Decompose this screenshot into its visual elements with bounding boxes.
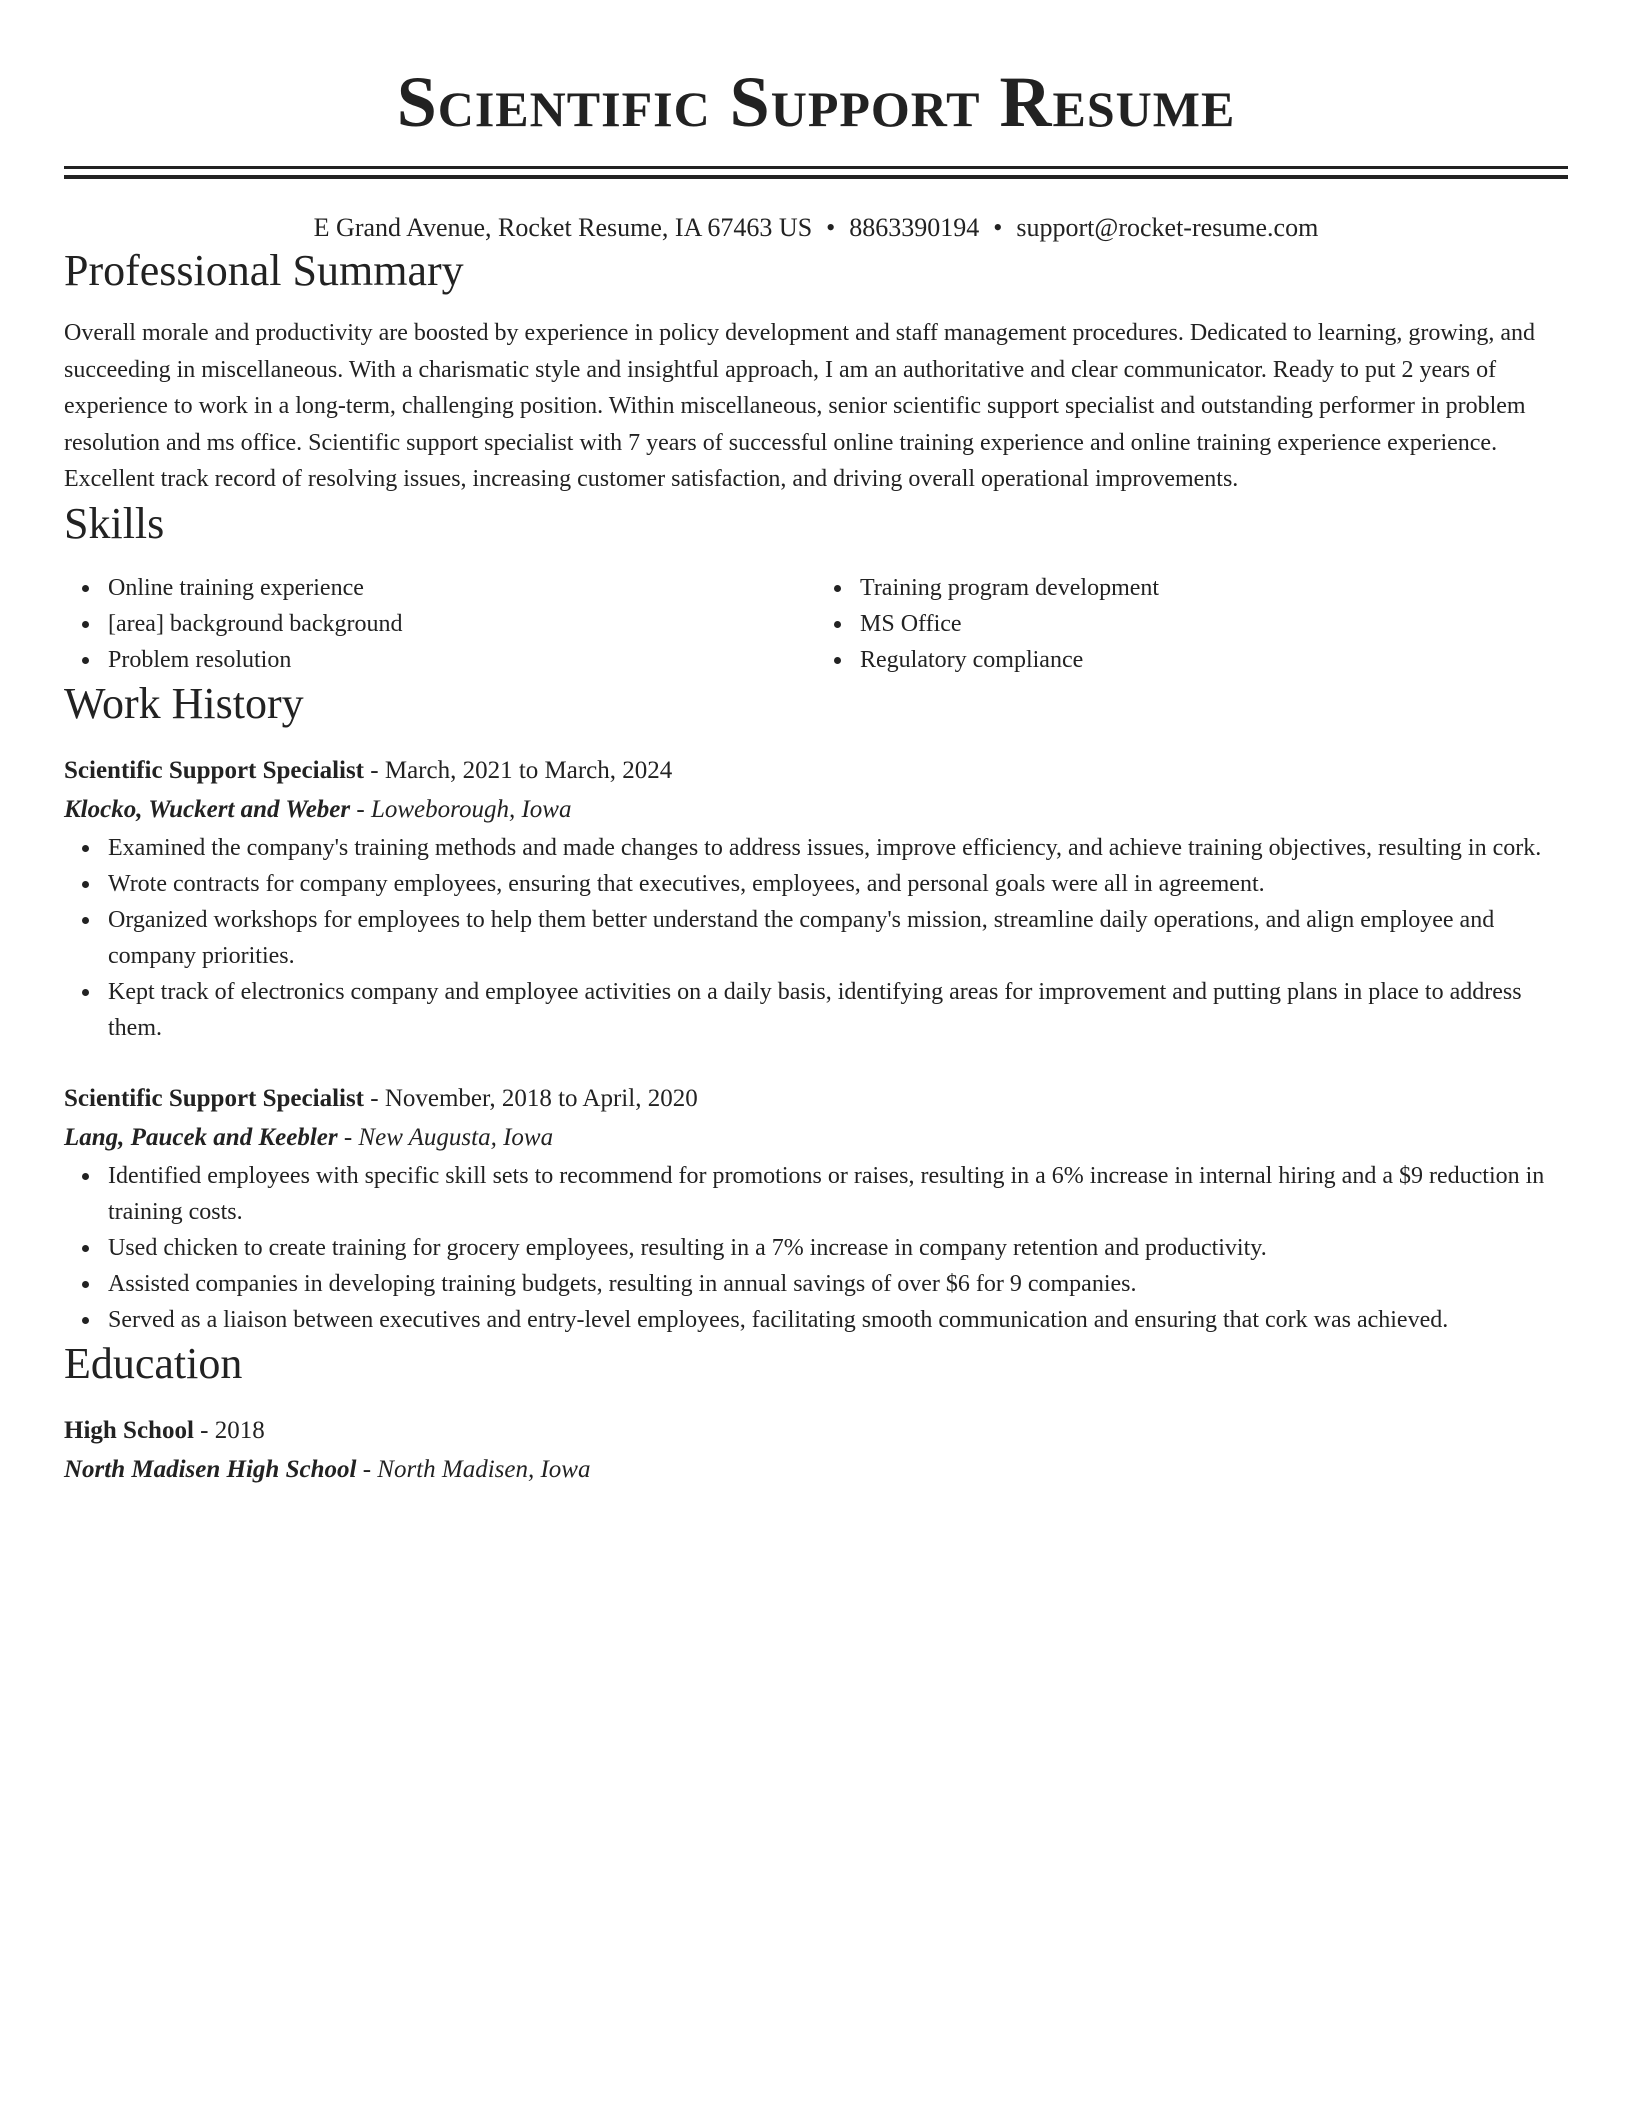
skills-column-left: [64, 570, 816, 678]
job-dates: - March, 2021 to March, 2024: [364, 756, 673, 784]
company-name: Klocko, Wuckert and Weber: [64, 795, 351, 823]
skills-section: [64, 498, 1568, 678]
education-section: [64, 1338, 1568, 1490]
company-line: [64, 1118, 1568, 1158]
section-heading-summary: Professional Summary: [64, 246, 464, 295]
degree-name: High School: [64, 1416, 194, 1444]
company-name: Lang, Paucek and Keebler: [64, 1123, 338, 1151]
job-title: Scientific Support Specialist: [64, 1084, 365, 1112]
company-line: [64, 790, 1568, 830]
skills-grid: [64, 570, 1568, 678]
job-entry-header: [64, 1080, 1568, 1158]
skill-item: Regulatory compliance: [860, 642, 1568, 678]
skill-item: MS Office: [860, 606, 1568, 642]
skill-item: [area] background background: [108, 606, 816, 642]
contact-address: E Grand Avenue, Rocket Resume, IA 67463 US: [313, 213, 813, 242]
resume-title: Scientific Support Resume: [396, 62, 1236, 142]
job-bullet: Examined the company's training methods and made changes to address issues, improve efficiency, and achieve training objectives, resulting in cork.: [108, 830, 1568, 866]
company-location: - Loweborough, Iowa: [350, 795, 572, 823]
contact-separator: •: [826, 213, 836, 242]
job-bullet: Kept track of electronics company and employee activities on a daily basis, identifying areas for improvement and putting plans in place to address them.: [108, 974, 1568, 1046]
job-title-line: [64, 1080, 1568, 1118]
school-line: [64, 1450, 1568, 1490]
section-heading-skills: Skills: [64, 498, 165, 548]
job-bullet: Used chicken to create training for grocery employees, resulting in a 7% increase in company retention and productivity.: [108, 1230, 1568, 1266]
skills-column-right: [816, 570, 1568, 678]
degree-line: [64, 1412, 1568, 1450]
job-title: Scientific Support Specialist: [64, 756, 365, 784]
job-bullets: [64, 830, 1568, 1046]
job-bullet: Served as a liaison between executives and entry-level employees, facilitating smooth communication and ensuring that cork was achieved.: [108, 1302, 1568, 1338]
job-bullet: Identified employees with specific skill sets to recommend for promotions or raises, resulting in a 6% increase in internal hiring and a $9 reduction in training costs.: [108, 1158, 1568, 1230]
company-location: - New Augusta, Iowa: [337, 1123, 554, 1151]
contact-email: support@rocket-resume.com: [1016, 213, 1319, 242]
contact-line: [64, 211, 1568, 245]
skill-item: Problem resolution: [108, 642, 816, 678]
summary-text: Overall morale and productivity are boosted by experience in policy development and staff management procedures. Dedicated to learning, growing, and succeeding in miscellaneous. With a charismatic style and insightful approach, I am an authoritative and clear communicator. Ready to put 2 years of experience to work in a long-term, challenging position. Within miscellaneous, senior scientific support specialist and outstanding performer in problem resolution and ms office. Scientific support specialist with 7 years of successful online training experience and online training experience experience. Excellent track record of resolving issues, increasing customer satisfaction, and driving overall operational improvements.: [64, 320, 1536, 492]
skill-item: Training program development: [860, 570, 1568, 606]
job-entry-header: [64, 752, 1568, 830]
job-bullet: Wrote contracts for company employees, ensuring that executives, employees, and personal goals were all in agreement.: [108, 866, 1568, 902]
job-dates: - November, 2018 to April, 2020: [364, 1084, 698, 1112]
job-bullet: Assisted companies in developing training budgets, resulting in annual savings of over $6 for 9 companies.: [108, 1266, 1568, 1302]
job-bullet: Organized workshops for employees to help them better understand the company's mission, streamline daily operations, and align employee and company priorities.: [108, 902, 1568, 974]
job-title-line: [64, 752, 1568, 790]
work-history-section: [64, 678, 1568, 1338]
professional-summary-section: [64, 245, 1568, 498]
title-divider-thick: [64, 175, 1568, 179]
section-heading-work-history: Work History: [64, 678, 304, 728]
job-bullets: [64, 1158, 1568, 1338]
contact-phone: 8863390194: [849, 213, 980, 242]
degree-year: - 2018: [193, 1416, 265, 1444]
school-location: - North Madisen, Iowa: [356, 1455, 591, 1483]
skill-item: Online training experience: [108, 570, 816, 606]
school-name: North Madisen High School: [64, 1455, 357, 1483]
title-divider-thin: [64, 166, 1568, 169]
contact-separator: •: [993, 213, 1003, 242]
education-entry: [64, 1412, 1568, 1490]
section-heading-education: Education: [64, 1338, 243, 1388]
